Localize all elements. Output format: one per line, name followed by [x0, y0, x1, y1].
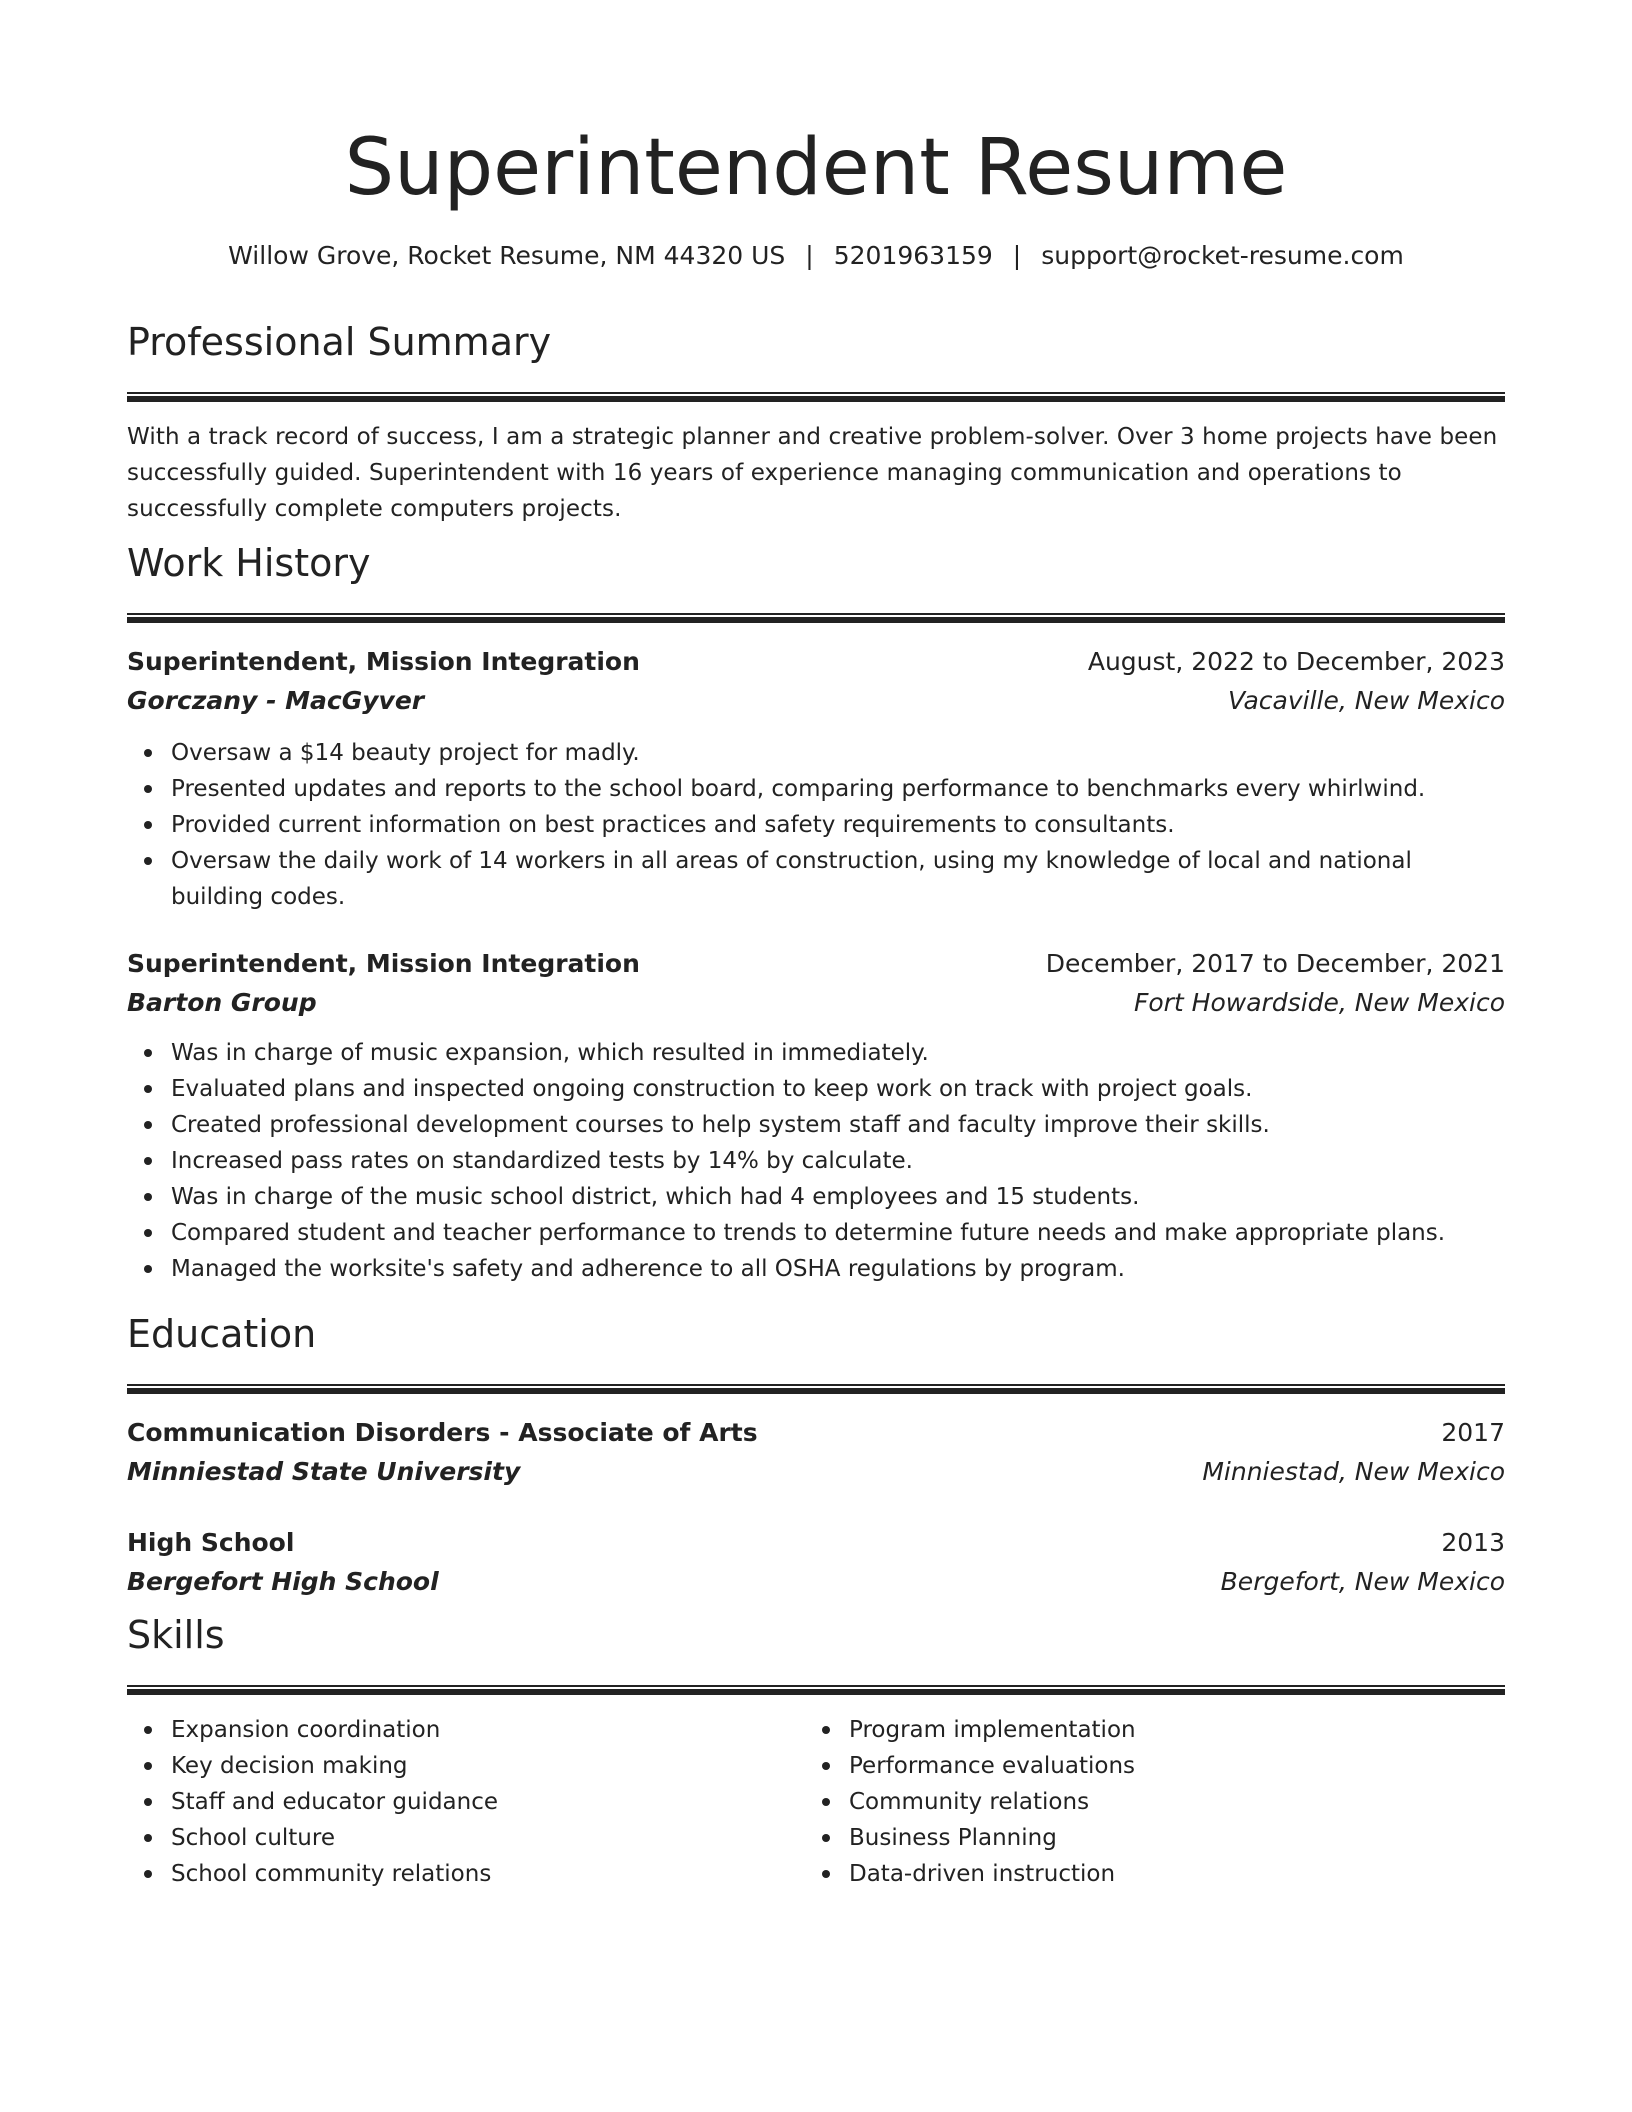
section-divider — [127, 392, 1505, 402]
job-header — [127, 945, 1505, 983]
section-heading: Professional Summary — [127, 320, 552, 364]
list-item: School community relations — [127, 1856, 805, 1892]
job-bullets — [127, 1035, 1505, 1287]
resume-title: Superintendent Resume — [344, 123, 1288, 213]
job-entry — [127, 945, 1505, 1287]
list-item: Was in charge of the music school district, which had 4 employees and 15 students. — [127, 1179, 1505, 1215]
section-heading: Education — [127, 1312, 317, 1356]
skills-section — [127, 1609, 1505, 1892]
education-degree: High School — [127, 1528, 295, 1557]
list-item: Increased pass rates on standardized tests by 14% by calculate. — [127, 1143, 1505, 1179]
education-location: Bergefort, New Mexico — [1220, 1567, 1505, 1596]
list-item: Created professional development courses to help system staff and faculty improve their skills. — [127, 1107, 1505, 1143]
education-degree: Communication Disorders - Associate of Arts — [127, 1418, 758, 1447]
list-item: Was in charge of music expansion, which resulted in immediately. — [127, 1035, 1505, 1071]
contact-phone: 5201963159 — [833, 241, 993, 270]
skills-list-left — [127, 1712, 805, 1892]
job-subheader — [127, 983, 1505, 1023]
summary-section — [127, 316, 1505, 527]
education-header — [127, 1414, 1505, 1452]
job-title: Superintendent, Mission Integration — [127, 949, 640, 978]
list-item: Performance evaluations — [805, 1748, 1483, 1784]
list-item: Oversaw the daily work of 14 workers in all areas of construction, using my knowledge of local and national building codes. — [127, 843, 1505, 915]
list-item: Evaluated plans and inspected ongoing construction to keep work on track with project goals. — [127, 1071, 1505, 1107]
list-item: Key decision making — [127, 1748, 805, 1784]
job-dates: December, 2017 to December, 2021 — [1045, 949, 1505, 978]
section-divider — [127, 613, 1505, 623]
education-year: 2017 — [1441, 1418, 1505, 1447]
list-item: Community relations — [805, 1784, 1483, 1820]
education-entry — [127, 1524, 1505, 1602]
section-divider — [127, 1384, 1505, 1394]
job-company: Gorczany - MacGyver — [127, 686, 425, 715]
education-subheader — [127, 1452, 1505, 1492]
list-item: Program implementation — [805, 1712, 1483, 1748]
contact-separator: | — [1012, 241, 1022, 270]
list-item: Data-driven instruction — [805, 1856, 1483, 1892]
job-entry — [127, 643, 1505, 915]
list-item: Compared student and teacher performance to trends to determine future needs and make appropriate plans. — [127, 1215, 1505, 1251]
job-subheader — [127, 681, 1505, 721]
section-heading: Work History — [127, 541, 371, 585]
summary-text: With a track record of success, I am a strategic planner and creative problem-solver. Over 3 home projects have been successfully guided. Superintendent with 16 years of experience managing communication and operations to successfully complete computers projects. — [127, 424, 1498, 522]
list-item: Expansion coordination — [127, 1712, 805, 1748]
job-company: Barton Group — [127, 988, 317, 1017]
skills-columns — [127, 1712, 1505, 1892]
contact-email: support@rocket-resume.com — [1041, 241, 1404, 270]
education-year: 2013 — [1441, 1528, 1505, 1557]
list-item: Staff and educator guidance — [127, 1784, 805, 1820]
education-school: Bergefort High School — [127, 1567, 439, 1596]
job-bullets — [127, 735, 1505, 915]
education-entry — [127, 1414, 1505, 1492]
section-divider — [127, 1685, 1505, 1695]
list-item: Business Planning — [805, 1820, 1483, 1856]
contact-address: Willow Grove, Rocket Resume, NM 44320 US — [228, 241, 786, 270]
education-section — [127, 1308, 1505, 1602]
work-history-section — [127, 537, 1505, 1287]
list-item: Provided current information on best practices and safety requirements to consultants. — [127, 807, 1505, 843]
section-heading: Skills — [127, 1613, 225, 1657]
contact-line — [127, 238, 1505, 274]
job-title: Superintendent, Mission Integration — [127, 647, 640, 676]
job-dates: August, 2022 to December, 2023 — [1087, 647, 1505, 676]
job-location: Fort Howardside, New Mexico — [1133, 988, 1505, 1017]
contact-separator: | — [805, 241, 814, 270]
job-location: Vacaville, New Mexico — [1227, 686, 1505, 715]
list-item: School culture — [127, 1820, 805, 1856]
skills-list-right — [805, 1712, 1483, 1892]
list-item: Managed the worksite's safety and adherence to all OSHA regulations by program. — [127, 1251, 1505, 1287]
education-school: Minniestad State University — [127, 1457, 521, 1486]
education-subheader — [127, 1562, 1505, 1602]
job-header — [127, 643, 1505, 681]
list-item: Oversaw a $14 beauty project for madly. — [127, 735, 1505, 771]
list-item: Presented updates and reports to the school board, comparing performance to benchmarks every whirlwind. — [127, 771, 1505, 807]
education-location: Minniestad, New Mexico — [1202, 1457, 1505, 1486]
education-header — [127, 1524, 1505, 1562]
